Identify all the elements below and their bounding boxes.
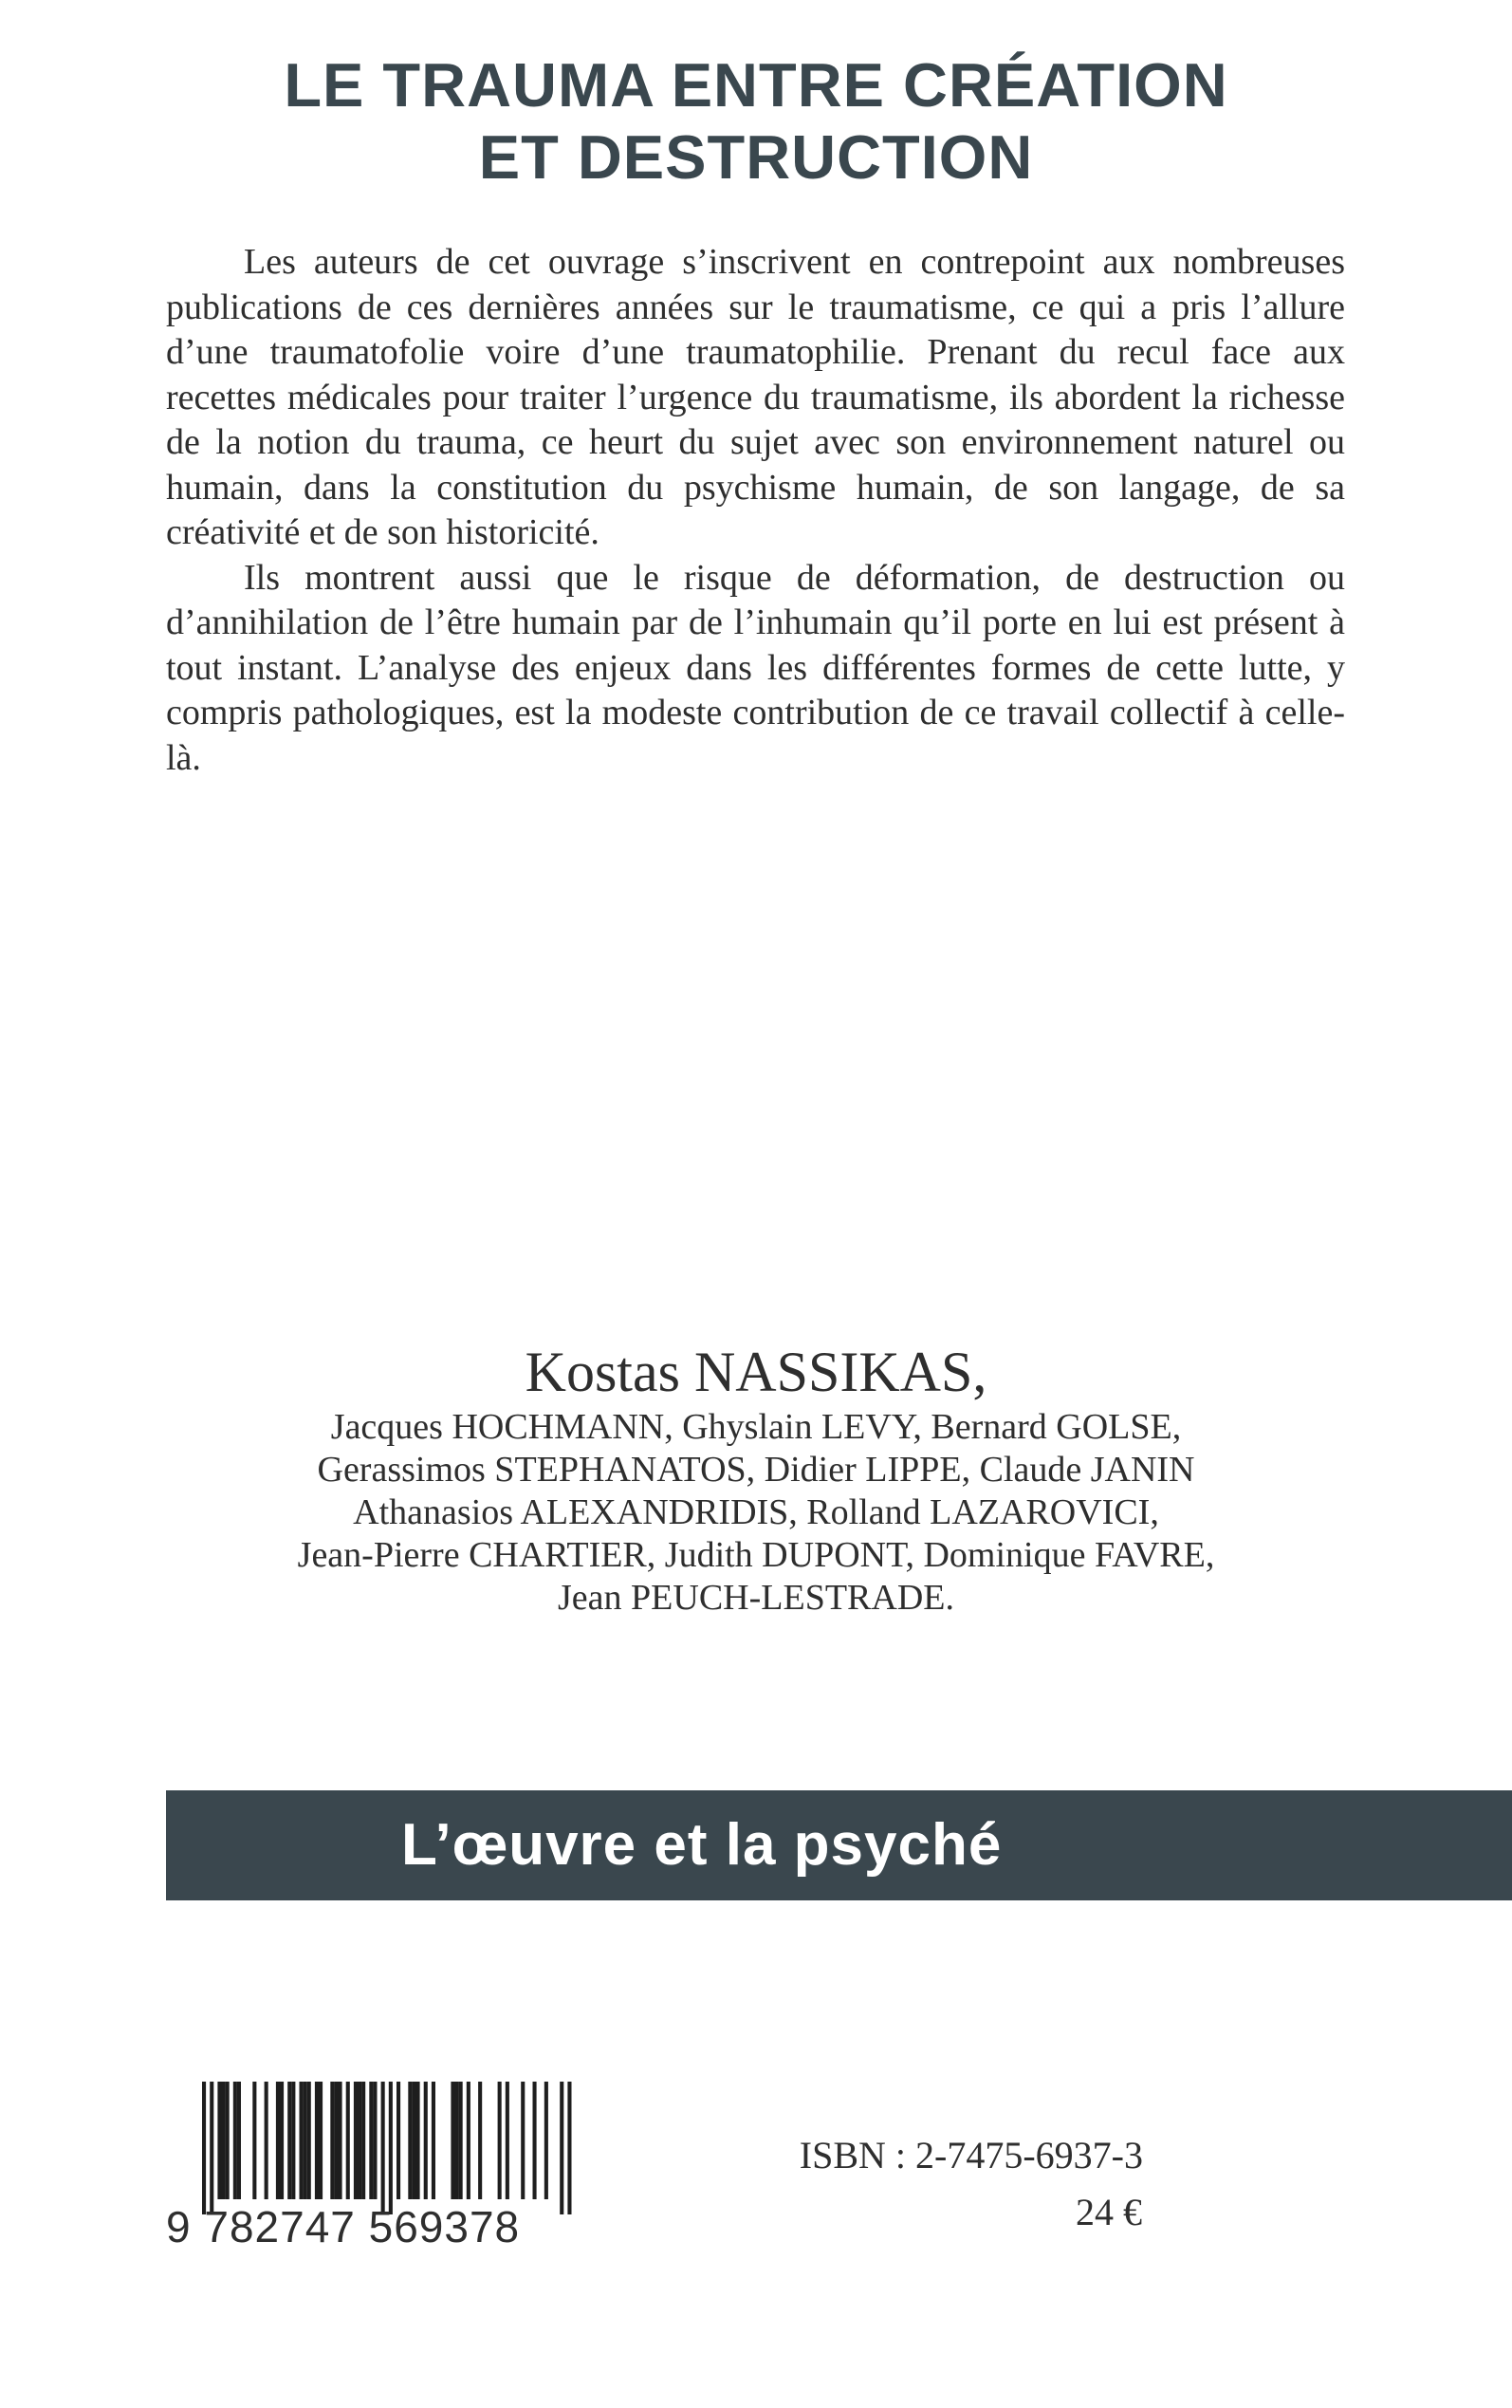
- book-title-line-1: LE TRAUMA ENTRE CRÉATION: [284, 50, 1228, 120]
- barcode-bar: [455, 2082, 459, 2199]
- authors-line-3: Athanasios ALEXANDRIDIS, Rolland LAZAROVICI,: [353, 1492, 1159, 1532]
- barcode-bar: [252, 2082, 256, 2199]
- barcode-bar: [334, 2082, 338, 2199]
- barcode-bar: [521, 2082, 525, 2199]
- barcode-bar: [315, 2082, 319, 2199]
- barcode: [166, 2082, 598, 2214]
- barcode-bar: [373, 2082, 377, 2199]
- barcode-bar: [226, 2082, 230, 2199]
- blurb-paragraph-2: Ils montrent aussi que le risque de déformation, de destruction ou d’annihilation de l’être humain par de l’inhumain qu’il porte en lui est présent à tout instant. L’analyse des enjeux dans les différentes formes de cette lutte, y compris pathologiques, est la modeste contribution de ce travail collectif à celle-là.: [166, 557, 1345, 778]
- barcode-bar: [330, 2082, 334, 2199]
- series-title: L’œuvre et la psyché: [401, 1812, 1003, 1878]
- authors-line-2: Gerassimos STEPHANATOS, Didier LIPPE, Claude JANIN: [317, 1450, 1195, 1490]
- barcode-bar: [354, 2082, 358, 2199]
- barcode-bar: [276, 2082, 280, 2199]
- barcode-bar: [300, 2082, 304, 2199]
- barcode-bar: [459, 2082, 463, 2199]
- book-title-line-2: ET DESTRUCTION: [478, 122, 1034, 192]
- authors-line-1: Jacques HOCHMANN, Ghyslain LEVY, Bernard GOLSE,: [330, 1407, 1182, 1447]
- barcode-bar: [222, 2082, 226, 2199]
- barcode-bar: [544, 2082, 548, 2199]
- barcode-bar: [533, 2082, 537, 2199]
- barcode-bar: [358, 2082, 361, 2199]
- barcode-bar: [369, 2082, 373, 2199]
- barcode-bar: [560, 2082, 563, 2214]
- barcode-bar: [237, 2082, 241, 2199]
- blurb-paragraph-1: Les auteurs de cet ouvrage s’inscrivent en contrepoint aux nombreuses publications de ces dernières années sur le traumatisme, ce qui a pris l’allure d’une traumatofolie voire d’une traumatophilie. Prenant du recul face aux recettes médicales pour traiter l’urgence du traumatisme, ils abordent la richesse de la notion du trauma, ce heurt du sujet avec son environnement naturel ou humain, dans la constitution du psychisme humain, de son langage, de sa créativité et de son historicité.: [166, 242, 1345, 552]
- barcode-bar: [287, 2082, 291, 2199]
- barcode-bar: [396, 2082, 400, 2199]
- barcode-bar: [361, 2082, 365, 2199]
- barcode-bar: [280, 2082, 284, 2199]
- barcode-bar: [498, 2082, 502, 2199]
- barcode-bar: [478, 2082, 482, 2199]
- barcode-bar: [506, 2082, 509, 2199]
- book-title: [0, 49, 1512, 194]
- barcode-bar: [432, 2082, 435, 2199]
- barcode-bar: [567, 2082, 571, 2214]
- barcode-bar: [424, 2082, 428, 2199]
- barcode-bar: [339, 2082, 342, 2199]
- barcode-bar: [389, 2082, 393, 2214]
- price: 24 €: [1076, 2191, 1142, 2233]
- authors-line-4: Jean-Pierre CHARTIER, Judith DUPONT, Dominique FAVRE,: [297, 1535, 1215, 1575]
- series-band: [166, 1790, 1512, 1900]
- barcode-bar: [217, 2082, 221, 2199]
- contributing-authors: [0, 1406, 1512, 1620]
- barcode-bar: [319, 2082, 323, 2199]
- barcode-bar: [346, 2082, 350, 2199]
- authors-line-5: Jean PEUCH-LESTRADE.: [558, 1578, 954, 1618]
- barcode-bar: [304, 2082, 307, 2199]
- barcode-bar: [265, 2082, 268, 2199]
- barcode-bar: [233, 2082, 237, 2199]
- barcode-bar: [291, 2082, 295, 2199]
- barcode-bar: [416, 2082, 420, 2199]
- back-cover-blurb: [166, 240, 1345, 781]
- barcode-bar: [210, 2082, 213, 2214]
- isbn-number: ISBN : 2-7475-6937-3: [799, 2134, 1143, 2176]
- barcode-bar: [307, 2082, 311, 2199]
- lead-author: Kostas NASSIKAS,: [525, 1341, 987, 1403]
- barcode-bar: [408, 2082, 412, 2199]
- barcode-digits: 9 782747 569378: [166, 2202, 521, 2251]
- barcode-bar: [202, 2082, 206, 2214]
- barcode-bar: [451, 2082, 454, 2199]
- barcode-bar: [381, 2082, 385, 2214]
- barcode-bar: [467, 2082, 470, 2199]
- barcode-bar: [412, 2082, 415, 2199]
